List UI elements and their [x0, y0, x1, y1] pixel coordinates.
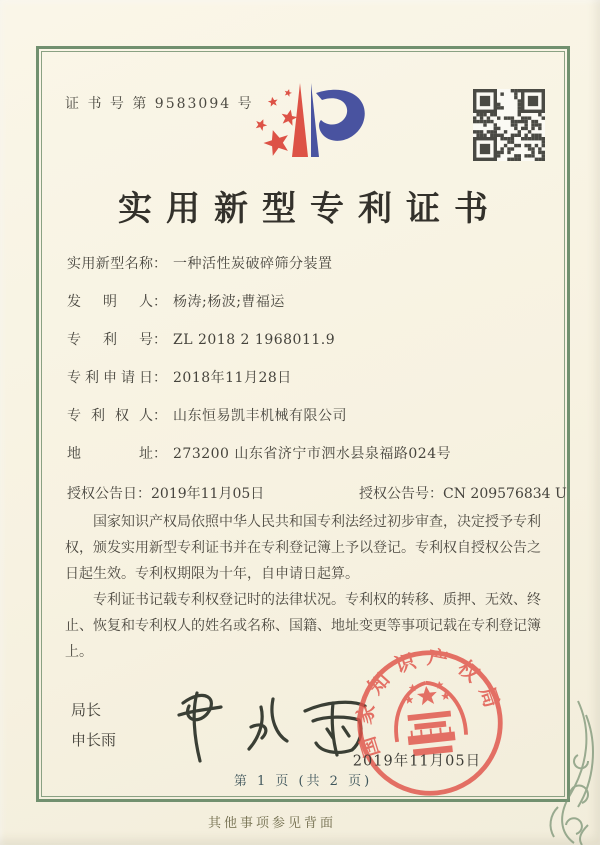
field-list — [67, 253, 539, 481]
field-row-filing-date — [67, 367, 539, 405]
field-colon: ： — [153, 294, 167, 310]
field-colon: ： — [153, 370, 167, 386]
field-value: 山东恒易凯丰机械有限公司 — [173, 408, 347, 424]
signer-name: 申长雨 — [71, 731, 117, 749]
field-label: 专利权人 — [67, 408, 153, 424]
field-label: 发明人 — [67, 294, 153, 310]
signer-block — [71, 695, 116, 755]
grant-number-label: 授权公告号 — [359, 486, 429, 502]
field-label: 专利号 — [67, 332, 153, 348]
grant-date-label: 授权公告日 — [67, 486, 137, 502]
grant-date-value: 2019年11月05日 — [151, 486, 265, 502]
field-colon: ： — [153, 256, 167, 272]
grant-number-value: CN 209576834 U — [443, 486, 567, 502]
legal-paragraph-1: 国家知识产权局依照中华人民共和国专利法经过初步审查，决定授予专利权，颁发实用新型专利证书并在专利登记簿上予以登记。专利权自授权公告之日起生效。专利权期限为十年，自申请日起算。 — [65, 514, 541, 582]
field-colon: ： — [153, 408, 167, 424]
signer-title: 局长 — [71, 701, 102, 719]
field-row-inventors — [67, 291, 539, 329]
certificate-title: 实用新型专利证书 — [118, 189, 502, 229]
field-row-name — [67, 253, 539, 291]
field-value: 2018年11月28日 — [173, 370, 292, 386]
field-value: 273200 山东省济宁市泗水县泉福路024号 — [173, 446, 452, 462]
field-colon: ： — [153, 332, 167, 348]
signature-script — [165, 679, 379, 771]
page-number: 第 1 页 (共 2 页) — [233, 774, 373, 789]
footer-note: 其他事项参见背面 — [207, 816, 336, 831]
grant-row — [67, 483, 567, 503]
certificate-number: 证 书 号 第 9583094 号 — [65, 96, 254, 112]
seal-date: 2019年11月05日 — [352, 753, 482, 770]
field-row-address — [67, 443, 539, 481]
legal-paragraph-2: 专利证书记载专利权登记时的法律状况。专利权的转移、质押、无效、终止、恢复和专利权人的姓名或名称、国籍、地址变更等事项记载在专利登记簿上。 — [65, 592, 541, 660]
field-label: 专利申请日 — [67, 370, 153, 386]
field-value: 一种活性炭破碎筛分装置 — [173, 256, 333, 272]
field-label: 实用新型名称 — [67, 256, 153, 272]
field-colon: ： — [429, 486, 443, 502]
field-row-patent-number — [67, 329, 539, 367]
field-colon: ： — [153, 446, 167, 462]
field-colon: ： — [137, 486, 151, 502]
field-row-patentee — [67, 405, 539, 443]
qr-code — [473, 89, 545, 161]
seal-text: 国家知识产权局 — [351, 644, 508, 761]
field-label: 地址 — [67, 446, 153, 462]
cnipa-logo-icon — [231, 69, 391, 187]
field-value: 杨涛;杨波;曹福运 — [173, 294, 285, 310]
certificate-border-frame — [36, 46, 570, 802]
field-value: ZL 2018 2 1968011.9 — [173, 332, 336, 348]
